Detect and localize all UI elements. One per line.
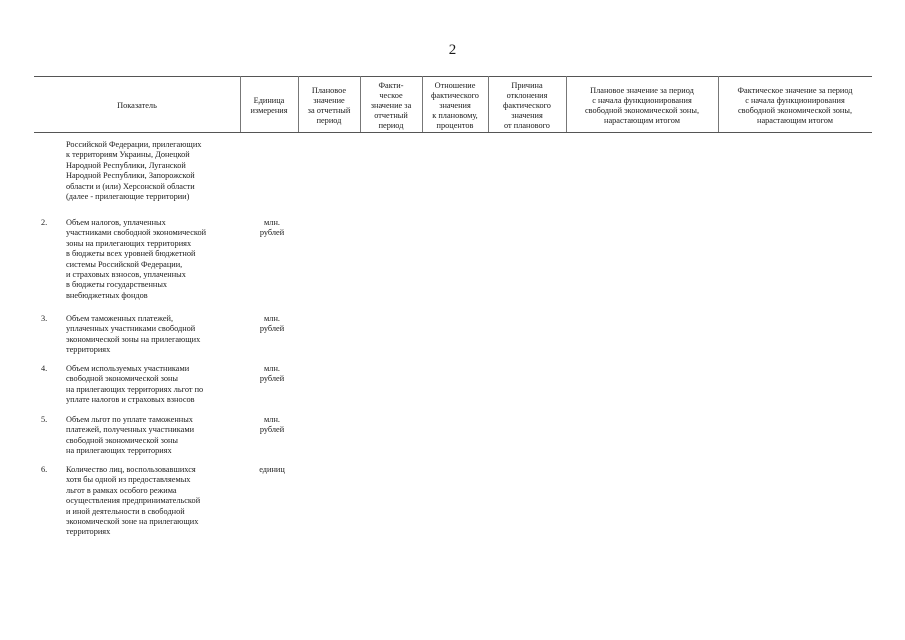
row-number: 5. [41,415,48,424]
row-name: Количество лиц, воспользовавшихся хотя бы одной из предоставляемых льгот в рамках особого режима осуществления предпринимательской и иной деятельности в свободной экономической зоне на прилегающих территориях [66,465,201,537]
header-actual-period: Факти- ческое значение за отчетный период [370,81,412,130]
row-name: Объем налогов, уплаченных участниками свободной экономической зоны на прилегающих территориях в бюджеты всех уровней бюджетной системы Российской Федерации, и страховых взносов, уплаченных в бюджеты государственных внебюджетных фондов [66,218,207,300]
row-number: 4. [41,364,48,373]
row-number: 2. [41,218,48,227]
row-name: Объем льгот по уплате таможенных платежей, полученных участниками свободной экономической зоны на прилегающих территориях [66,415,195,456]
row-number: 6. [41,465,48,474]
row-unit: млн. рублей [259,314,285,334]
row-name: Объем используемых участниками свободной экономической зоны на прилегающих территориях льгот по уплате налогов и страховых взносов [66,364,204,405]
header-indicator: Показатель [117,101,157,110]
page-number: 2 [448,42,457,58]
header-planned-cumulative: Плановое значение за период с начала функционирования свободной экономической зоны, нарастающим итогом [584,86,700,125]
row-number: 3. [41,314,48,323]
header-actual-cumulative: Фактическое значение за период с начала функционирования свободной экономической зоны, нарастающим итогом [737,86,853,125]
row-name: Российской Федерации, прилегающих к территориям Украины, Донецкой Народной Республики, Луганской Народной Республики, Запорожской области и (или) Херсонской области (далее - прилегающие территории) [66,140,202,202]
header-divider [488,76,489,132]
row-unit: единиц [259,465,285,474]
row-unit: млн. рублей [259,218,285,238]
row-unit: млн. рублей [259,415,285,435]
header-ratio: Отношение фактического значения к плановому, процентов [431,81,479,130]
row-name: Объем таможенных платежей, уплаченных участниками свободной экономической зоны на прилегающих территориях [66,314,201,355]
header-divider [360,76,361,132]
header-planned-period: Плановое значение за отчетный период [307,86,351,125]
header-deviation-reason: Причина отклонения фактического значения от планового [503,81,551,130]
header-divider [240,76,241,132]
header-divider [566,76,567,132]
header-divider [718,76,719,132]
row-unit: млн. рублей [259,364,285,384]
header-unit: Единица измерения [250,96,288,115]
header-divider [298,76,299,132]
header-divider [422,76,423,132]
